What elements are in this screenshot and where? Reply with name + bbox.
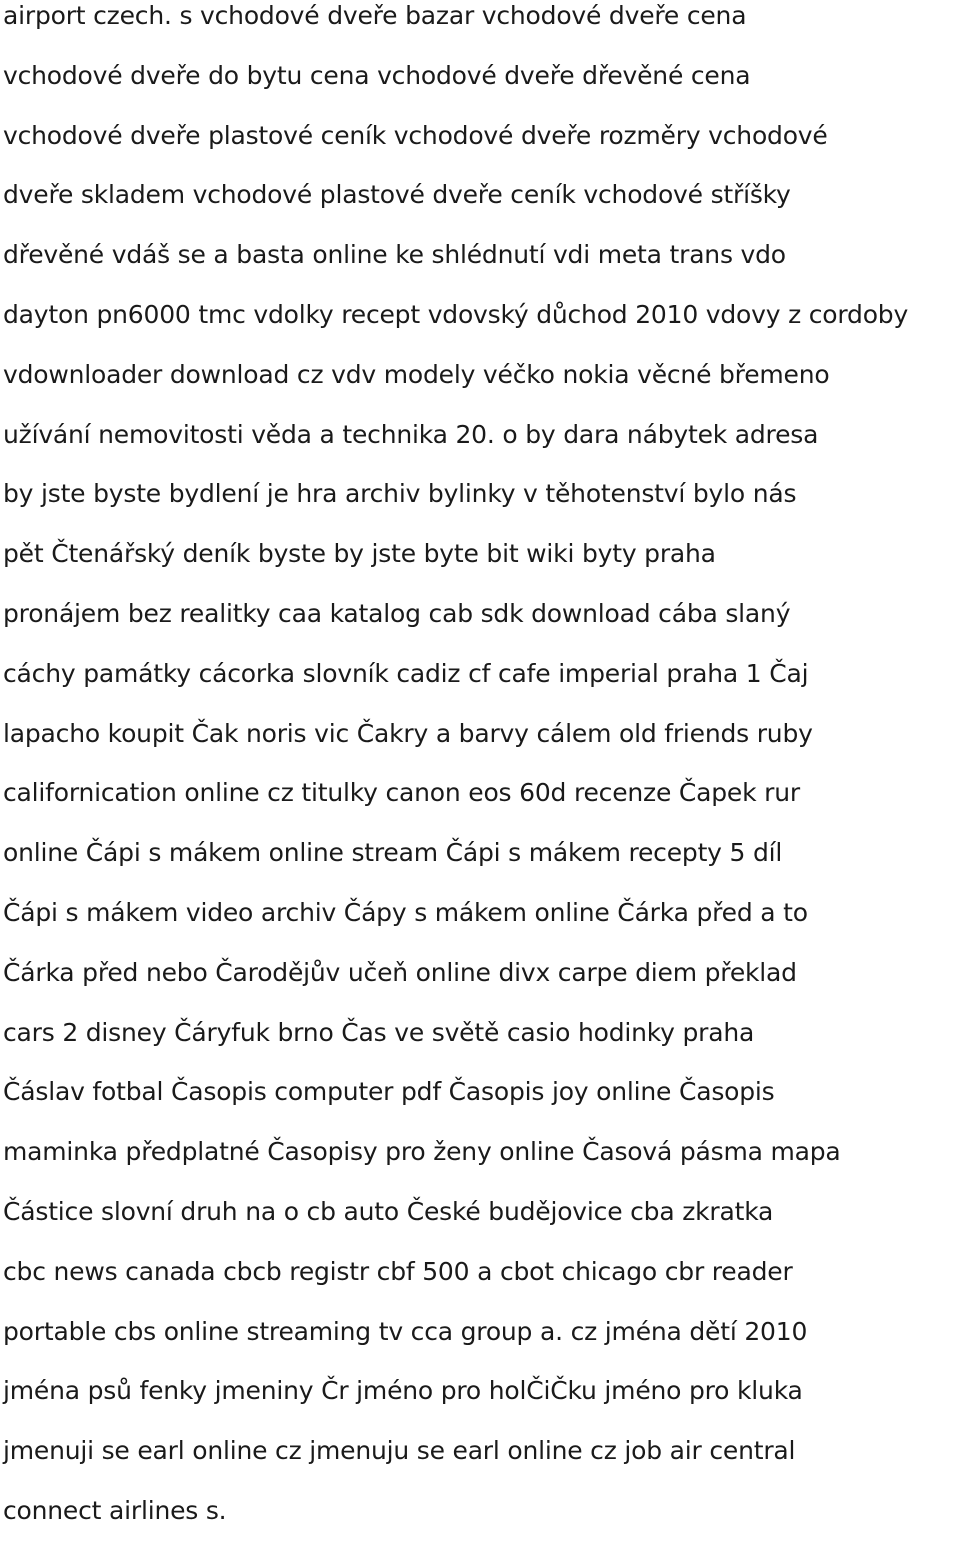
text-line: cars 2 disney Čáryfuk brno Čas ve světě casio hodinky praha	[3, 1017, 755, 1047]
text-line: portable cbs online streaming tv cca group a. cz jména dětí 2010	[3, 1316, 808, 1346]
text-line: connect airlines s.	[3, 1495, 227, 1525]
text-line: jména psů fenky jmeniny Čr jméno pro holČiČku jméno pro kluka	[3, 1376, 803, 1406]
text-line: pronájem bez realitky caa katalog cab sdk download cába slaný	[3, 598, 791, 628]
text-line: Částice slovní druh na o cb auto České budějovice cba zkratka	[3, 1196, 774, 1226]
text-line: airport czech. s vchodové dveře bazar vchodové dveře cena	[3, 1, 747, 30]
text-line: jmenuji se earl online cz jmenuju se earl online cz job air central	[3, 1436, 796, 1466]
text-line: by jste byste bydlení je hra archiv bylinky v těhotenství bylo nás	[3, 479, 797, 509]
text-line: lapacho koupit Čak noris vic Čakry a barvy cálem old friends ruby	[3, 718, 813, 748]
text-line: dayton pn6000 tmc vdolky recept vdovský důchod 2010 vdovy z cordoby	[3, 299, 909, 329]
text-line: pět Čtenářský deník byste by jste byte bit wiki byty praha	[3, 539, 716, 569]
text-line: cáchy památky cácorka slovník cadiz cf cafe imperial praha 1 Čaj	[3, 658, 809, 688]
body-text	[3, 0, 960, 1555]
text-line: californication online cz titulky canon eos 60d recenze Čapek rur	[3, 778, 800, 808]
text-line: online Čápi s mákem online stream Čápi s mákem recepty 5 díl	[3, 838, 783, 868]
text-line: užívání nemovitosti věda a technika 20. o by dara nábytek adresa	[3, 419, 819, 449]
text-line: vchodové dveře plastové ceník vchodové dveře rozměry vchodové	[3, 120, 828, 150]
text-line: vchodové dveře do bytu cena vchodové dveře dřevěné cena	[3, 60, 751, 90]
text-line: dřevěné vdáš se a basta online ke shlédnutí vdi meta trans vdo	[3, 240, 786, 270]
text-line: dveře skladem vchodové plastové dveře ceník vchodové stříšky	[3, 180, 791, 210]
text-line: Čáslav fotbal Časopis computer pdf Časopis joy online Časopis	[3, 1077, 775, 1107]
text-line: cbc news canada cbcb registr cbf 500 a cbot chicago cbr reader	[3, 1256, 793, 1286]
text-line: Čápi s mákem video archiv Čápy s mákem online Čárka před a to	[3, 897, 808, 927]
text-line: maminka předplatné Časopisy pro ženy online Časová pásma mapa	[3, 1137, 841, 1167]
text-line: Čárka před nebo Čarodějův učeň online divx carpe diem překlad	[3, 957, 797, 987]
text-line: vdownloader download cz vdv modely véčko nokia věcné břemeno	[3, 359, 830, 389]
